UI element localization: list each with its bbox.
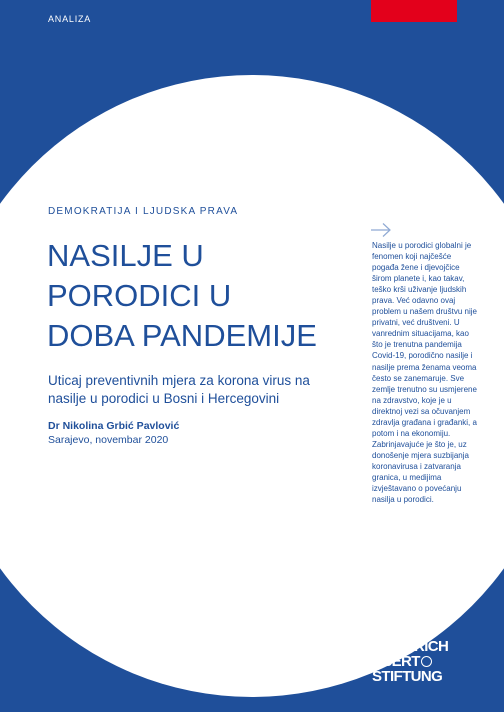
logo-line-3: STIFTUNG <box>372 668 443 685</box>
logo-line-1: FRIEDRICH <box>372 638 449 655</box>
place-and-date: Sarajevo, novembar 2020 <box>48 434 169 446</box>
author-name: Dr Nikolina Grbić Pavlović <box>48 420 180 432</box>
abstract-text: Nasilje u porodici globalni je fenomen koji najčešće pogađa žene i djevojčice širom planete i, kao takav, teško krši uživanje ljudskih prava. Već odavno ovaj problem u našem društvu nije privatni, već društveni. U vanrednim situacijama, kao što je trenutna pandemija Covid-19, porodično nasilje i nasilje prema ženama veoma često se zanemaruje. Sve zemlje trenutno su usmjerene na zdravstvo, koje je u direktnoj vezi sa očuvanjem zdravlja građana i građanki, a potom i na ekonomiju. Zabrinjavajuće je što je, uz donošenje mjera suzbijanja koronavirusa i zatvaranja granica, u medijima izvještavano o povećanju nasilja u porodici. <box>372 241 477 505</box>
series-label: ANALIZA <box>48 14 92 24</box>
logo-line-2 <box>372 654 468 669</box>
logo-word-ebert: EBERT <box>372 653 420 670</box>
title-line-3: DOBA PANDEMIJE <box>47 318 317 353</box>
title-line-2: PORODICI U <box>47 278 232 313</box>
red-accent-bar <box>371 0 457 22</box>
globe-icon <box>421 656 432 667</box>
fes-logo <box>372 639 468 684</box>
report-subtitle: Uticaj preventivnih mjera za korona virus na nasilje u porodici u Bosni i Hercegovini <box>48 373 310 406</box>
category-label: DEMOKRATIJA I LJUDSKA PRAVA <box>48 206 239 217</box>
report-title <box>47 236 367 356</box>
title-line-1: NASILJE U <box>47 238 204 273</box>
arrow-right-icon <box>370 222 392 238</box>
